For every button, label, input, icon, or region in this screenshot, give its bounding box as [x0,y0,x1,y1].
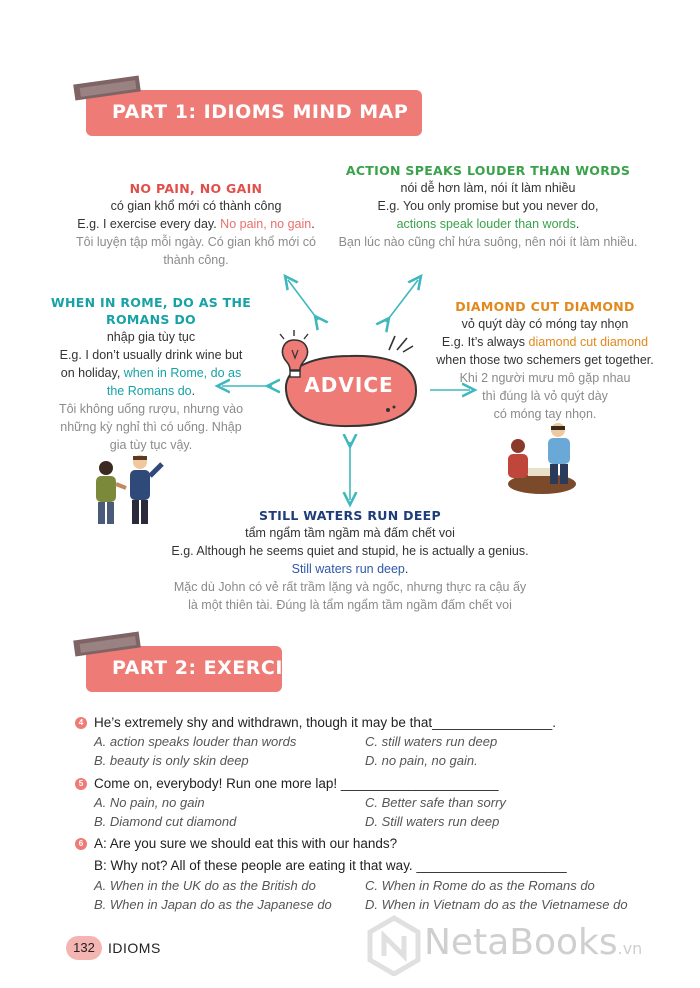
idiom-no-pain-no-gain [50,180,342,269]
idiom-title: DIAMOND CUT DIAMOND [455,299,635,314]
idiom-diamond-cut-diamond [430,298,660,423]
idiom-meaning: vỏ quýt dày có móng tay nhọn [461,317,629,331]
idiom-translation: là một thiên tài. Đúng là tẩm ngẩm tầm ngầm đấm chết voi [188,598,512,612]
option-c: C. Better safe than sorry [365,795,506,810]
option-b: B. beauty is only skin deep [94,753,249,768]
idiom-title: WHEN IN ROME, DO AS THE [50,295,252,310]
idiom-translation: Tôi luyện tập mỗi ngày. Có gian khổ mới có [75,235,317,249]
idiom-example [332,215,644,233]
idiom-title: ACTION SPEAKS LOUDER THAN WORDS [345,163,631,178]
option-a: A. When in the UK do as the British do [94,878,316,893]
option-d: D. Still waters run deep [365,814,500,829]
idiom-example [50,215,342,233]
exercise-number: 6 [75,838,87,850]
option-a: A. No pain, no gain [94,795,205,810]
example-highlight: when in Rome, do as [123,366,242,380]
idiom-title: ROMANS DO [106,312,196,327]
part1-title: PART 1: IDIOMS MIND MAP [112,101,409,123]
idiom-example [170,560,530,578]
part2-title: PART 2: EXERCISE [112,657,311,679]
idiom-translation: Mặc dù John có vẻ rất trầm lặng và ngốc, nhưng thực ra cậu ấy [173,580,527,594]
option-b: B. Diamond cut diamond [94,814,237,829]
option-a: A. action speaks louder than words [94,734,297,749]
idiom-example [430,333,660,351]
example-text: E.g. It’s always [441,335,529,349]
option-c: C. When in Rome do as the Romans do [365,878,595,893]
idiom-example: E.g. I don’t usually drink wine but [59,348,243,362]
two-men-talking-illustration [78,442,168,532]
idiom-example: when those two schemers get together. [436,353,654,367]
idiom-title: NO PAIN, NO GAIN [129,181,263,196]
page-number: 132 [66,936,102,960]
option-d: D. When in Vietnam do as the Vietnamese do [365,897,628,912]
idiom-example: E.g. You only promise but you never do, [377,199,599,213]
idiom-translation: gia tùy tục vậy. [109,438,193,452]
idiom-still-waters [170,507,530,614]
idiom-example [40,382,262,400]
exercise-item [75,776,655,834]
option-c: C. still waters run deep [365,734,498,749]
exercise-question: B: Why not? All of these people are eating it that way. ____________________ [94,858,567,873]
watermark-text [424,922,642,963]
arrow-up-right [386,280,418,322]
arrow-up-left [288,280,318,320]
schemers-meeting-illustration [502,418,586,498]
idiom-translation: thành công. [163,253,229,267]
example-text: on holiday, [60,366,124,380]
exercise-question: A: Are you sure we should eat this with our hands? [94,836,398,851]
exercise-question: He’s extremely shy and withdrawn, though it may be that________________. [94,715,557,730]
example-text: . [575,217,580,231]
idiom-translation: những kỳ nghỉ thì có uống. Nhập [60,420,242,434]
idiom-when-in-rome [40,294,262,454]
option-b: B. When in Japan do as the Japanese do [94,897,332,912]
part2-banner [86,646,311,692]
idiom-translation: có móng tay nhọn. [493,407,597,421]
idiom-translation: thì đúng là vỏ quýt dày [482,389,608,403]
example-highlight: No pain, no gain [220,217,312,231]
option-d: D. no pain, no gain. [365,753,478,768]
idiom-title: STILL WATERS RUN DEEP [259,508,441,523]
footer-label: IDIOMS [108,940,161,956]
idiom-meaning: tẩm ngẩm tầm ngầm mà đấm chết voi [245,526,455,540]
watermark-tld: .vn [617,939,643,958]
watermark-brand: NetaBooks [424,922,618,963]
example-highlight: diamond cut diamond [528,335,649,349]
idiom-meaning: có gian khổ mới có thành công [110,199,282,213]
example-highlight: Still waters run deep [291,562,405,576]
idiom-actions-speak-louder [332,162,644,251]
exercise-number: 5 [75,778,87,790]
idiom-example: E.g. Although he seems quiet and stupid, he is actually a genius. [171,544,529,558]
idiom-meaning: nói dễ hơn làm, nói ít làm nhiều [400,181,576,195]
exercise-item [75,715,655,773]
example-text: E.g. I exercise every day. [77,217,221,231]
example-highlight: the Romans do [106,384,192,398]
center-label: ADVICE [304,373,394,397]
exercise-number: 4 [75,717,87,729]
idiom-meaning: nhập gia tùy tục [106,330,196,344]
idiom-translation: Bạn lúc nào cũng chỉ hứa suông, nên nói ít làm nhiều. [338,235,638,249]
example-text: . [311,217,315,231]
example-text: . [404,562,409,576]
example-text: . [191,384,196,398]
idiom-example [40,364,262,382]
idiom-translation: Tôi không uống rượu, nhưng vào [58,402,244,416]
exercise-item [75,836,665,916]
sparkle-lines-icon [385,330,415,354]
example-highlight: actions speak louder than words [396,217,576,231]
idiom-translation: Khi 2 người mưu mô gặp nhau [459,371,631,385]
exercise-question: Come on, everybody! Run one more lap! _____________________ [94,776,499,791]
